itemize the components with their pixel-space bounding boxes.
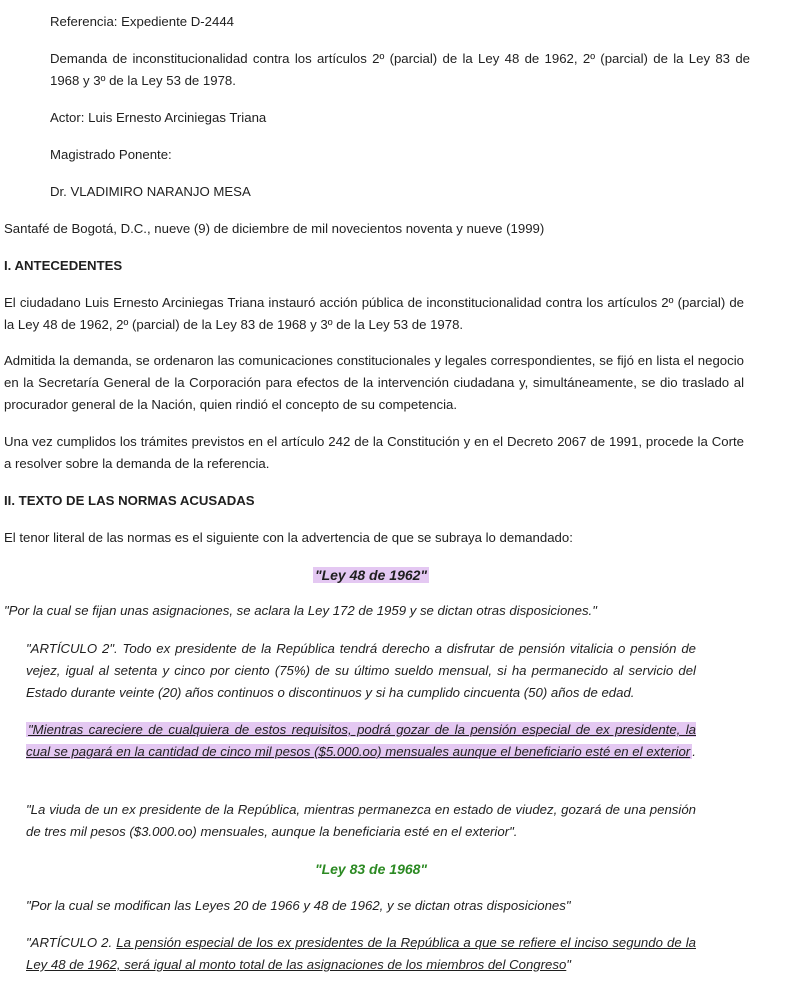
ley-48-highlight-period: . (692, 744, 696, 759)
section-heading-normas: II. TEXTO DE LAS NORMAS ACUSADAS (4, 493, 255, 508)
antecedentes-paragraph-1: El ciudadano Luis Ernesto Arciniegas Triana instauró acción pública de inconstitucionalidad contra los artículos 2º (parcial) de la Ley 48 de 1962, 2º (parcial) de la Ley 83 de 1968 y 3º de la Ley 53 de 1978. (4, 295, 744, 332)
reference-line: Referencia: Expediente D-2444 (50, 14, 235, 29)
antecedentes-paragraph-2: Admitida la demanda, se ordenaron las comunicaciones constitucionales y legales correspondientes, se fijó en lista el negocio en la Secretaría General de la Corporación para efectos de la intervención ciudadana y, simultáneamente, se dio traslado al procurador general de la Nación, quien rindió el concepto de su competencia. (4, 353, 744, 412)
ley-83-art-prefix: "ARTÍCULO 2. (26, 935, 117, 950)
ley-83-articulo-2 (26, 932, 696, 976)
magistrado-label: Magistrado Ponente: (50, 147, 172, 162)
ley-83-title: "Ley 83 de 1968" (314, 861, 428, 877)
ley-48-highlighted-underlined-text: "Mientras careciere de cualquiera de estos requisitos, podrá gozar de la pensión especial de ex presidente, la cual se pagará en la cantidad de cinco mil pesos ($5.000.oo) mensuales aunque el beneficiario esté en el exterior (26, 722, 696, 759)
ley-48-viuda-paragraph: "La viuda de un ex presidente de la República, mientras permanezca en estado de viudez, gozará de una pensión de tres mil pesos ($3.000.oo) mensuales, aunque la beneficiaria esté en el exterior". (26, 802, 696, 839)
ley-48-title: "Ley 48 de 1962" (314, 567, 428, 583)
ley-83-art-suffix: " (566, 957, 571, 972)
normas-intro: El tenor literal de las normas es el siguiente con la advertencia de que se subraya lo demandado: (4, 530, 573, 545)
ley-48-subtitle: "Por la cual se fijan unas asignaciones, se aclara la Ley 172 de 1959 y se dictan otras disposiciones." (4, 603, 597, 618)
ley-48-demanded-text (26, 719, 696, 763)
magistrado-name: Dr. VLADIMIRO NARANJO MESA (50, 184, 251, 199)
ley-48-title-wrapper (0, 564, 742, 586)
ley-83-subtitle: "Por la cual se modifican las Leyes 20 de 1966 y 48 de 1962, y se dictan otras disposiciones" (26, 898, 571, 913)
actor-line: Actor: Luis Ernesto Arciniegas Triana (50, 110, 267, 125)
ley-48-articulo-2: "ARTÍCULO 2". Todo ex presidente de la República tendrá derecho a disfrutar de pensión vitalicia o pensión de vejez, igual al setenta y cinco por ciento (75%) de su último sueldo mensual, si ha permanecido al servicio del Estado durante veinte (20) años continuos o discontinuos y si ha cumplido cincuenta (50) años de edad. (26, 641, 696, 700)
section-heading-antecedentes: I. ANTECEDENTES (4, 258, 123, 273)
antecedentes-paragraph-3: Una vez cumplidos los trámites previstos en el artículo 242 de la Constitución y en el Decreto 2067 de 1991, procede la Corte a resolver sobre la demanda de la referencia. (4, 434, 744, 471)
demanda-paragraph: Demanda de inconstitucionalidad contra los artículos 2º (parcial) de la Ley 48 de 1962, 2º (parcial) de la Ley 83 de 1968 y 3º de la Ley 53 de 1978. (50, 51, 750, 88)
ley-83-underlined-text: La pensión especial de los ex presidentes de la República a que se refiere el inciso segundo de la Ley 48 de 1962, será igual al monto total de las asignaciones de los miembros del Congreso (26, 935, 696, 972)
place-date-line: Santafé de Bogotá, D.C., nueve (9) de diciembre de mil novecientos noventa y nueve (1999) (4, 221, 545, 236)
